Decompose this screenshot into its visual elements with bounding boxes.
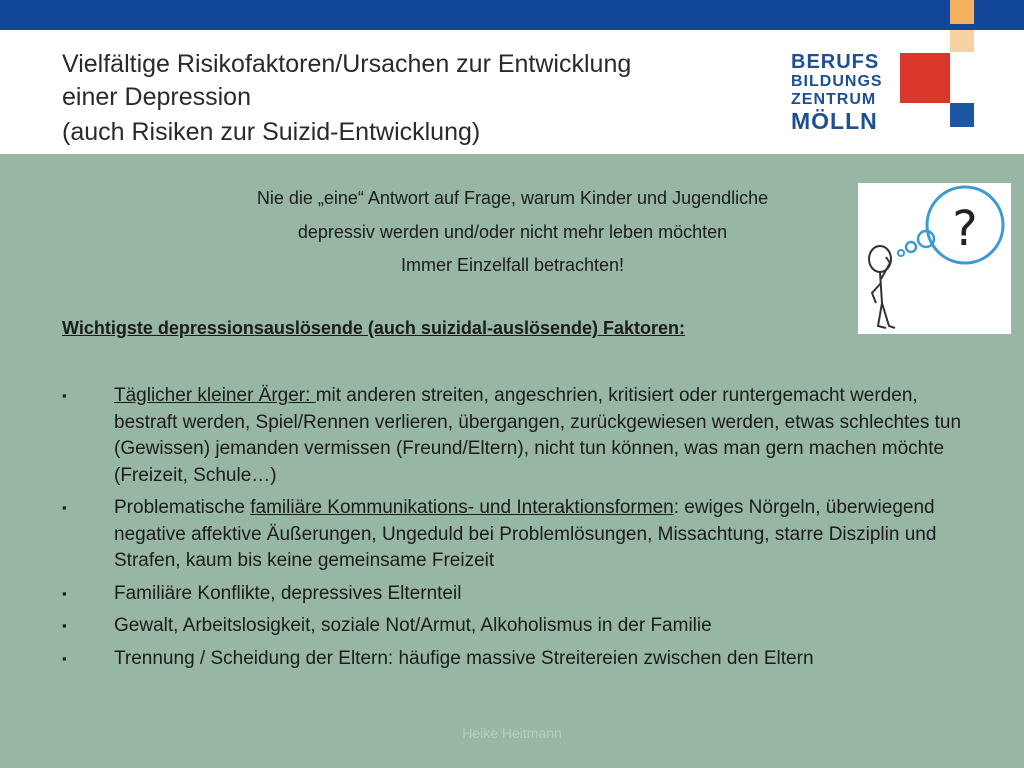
intro-line-2: depressiv werden und/oder nicht mehr leben möchten (297, 222, 728, 242)
title-line-3: (auch Risiken zur Suizid-Entwicklung) (62, 118, 481, 146)
logo-line-3: ZENTRUM (791, 91, 877, 108)
logo-orange-square (950, 0, 974, 24)
bullet-marker: ▪ (62, 500, 67, 515)
title-line-2: einer Depression (62, 83, 251, 111)
item-text: Gewalt, Arbeitslosigkeit, soziale Not/Armut, Alkoholismus in der Familie (114, 615, 712, 636)
item-text: Trennung / Scheidung der Eltern: häufige massive Streitereien zwischen den Eltern (114, 647, 814, 669)
logo-blue-square (950, 103, 974, 127)
top-bar (0, 0, 1024, 30)
logo-line-2: BILDUNGS (791, 73, 883, 90)
item-text: Familiäre Konflikte, depressives Elternteil (114, 582, 462, 604)
bullet-marker: ▪ (62, 388, 67, 403)
question-mark: ? (952, 201, 978, 257)
list-item (62, 581, 977, 608)
slide-header (0, 30, 1024, 154)
list-item (62, 383, 977, 489)
logo-line-4: MÖLLN (791, 108, 878, 134)
bullet-marker: ▪ (62, 618, 67, 633)
logo-line-1: BERUFS (791, 51, 880, 73)
section-heading: Wichtigste depressionsauslösende (auch suizidal-auslösende) Faktoren: (62, 318, 685, 338)
item-text-rest: : ewiges Nörgeln, überwiegend negative affektive Äußerungen, Ungeduld bei Problemlösungen, Missachtung, starre Disziplin und Strafen, kaum bis keine gemeinsame Freizeit (114, 497, 937, 571)
bullet-marker: ▪ (62, 585, 67, 601)
bullet-marker: ▪ (62, 650, 67, 666)
logo-light-orange-square (950, 30, 974, 52)
item-underlined-text: Täglicher kleiner Ärger: (114, 385, 316, 406)
intro-line-1: Nie die „eine“ Antwort auf Frage, warum Kinder und Jugendliche (256, 188, 769, 208)
list-item (62, 495, 977, 575)
item-text: Problematische (114, 497, 251, 518)
intro-line-3: Immer Einzelfall betrachten! (400, 255, 625, 275)
item-underlined-text: familiäre Kommunikations- und Interaktionsformen (250, 497, 674, 518)
logo-red-square (900, 53, 950, 103)
list-item (62, 646, 977, 673)
list-item (62, 613, 977, 640)
footer-author: Heike Heitmann (462, 725, 562, 741)
title-line-1: Vielfältige Risikofaktoren/Ursachen zur Entwicklung (62, 50, 632, 78)
thinking-person-illustration (858, 183, 1011, 334)
item-text-rest: mit anderen streiten, angeschrien, kritisiert oder runtergemacht werden, bestraft werden, Spiel/Rennen verlieren, übergangen, zurückgewiesen werden, etwas schlechtes tun (Gewissen) jemanden vermissen (Freund/Eltern), nicht tun können, was man gern machen möchte (Freizeit, Schule…) (114, 385, 962, 486)
factor-list (62, 383, 977, 678)
thinking-person-icon (858, 183, 1011, 334)
